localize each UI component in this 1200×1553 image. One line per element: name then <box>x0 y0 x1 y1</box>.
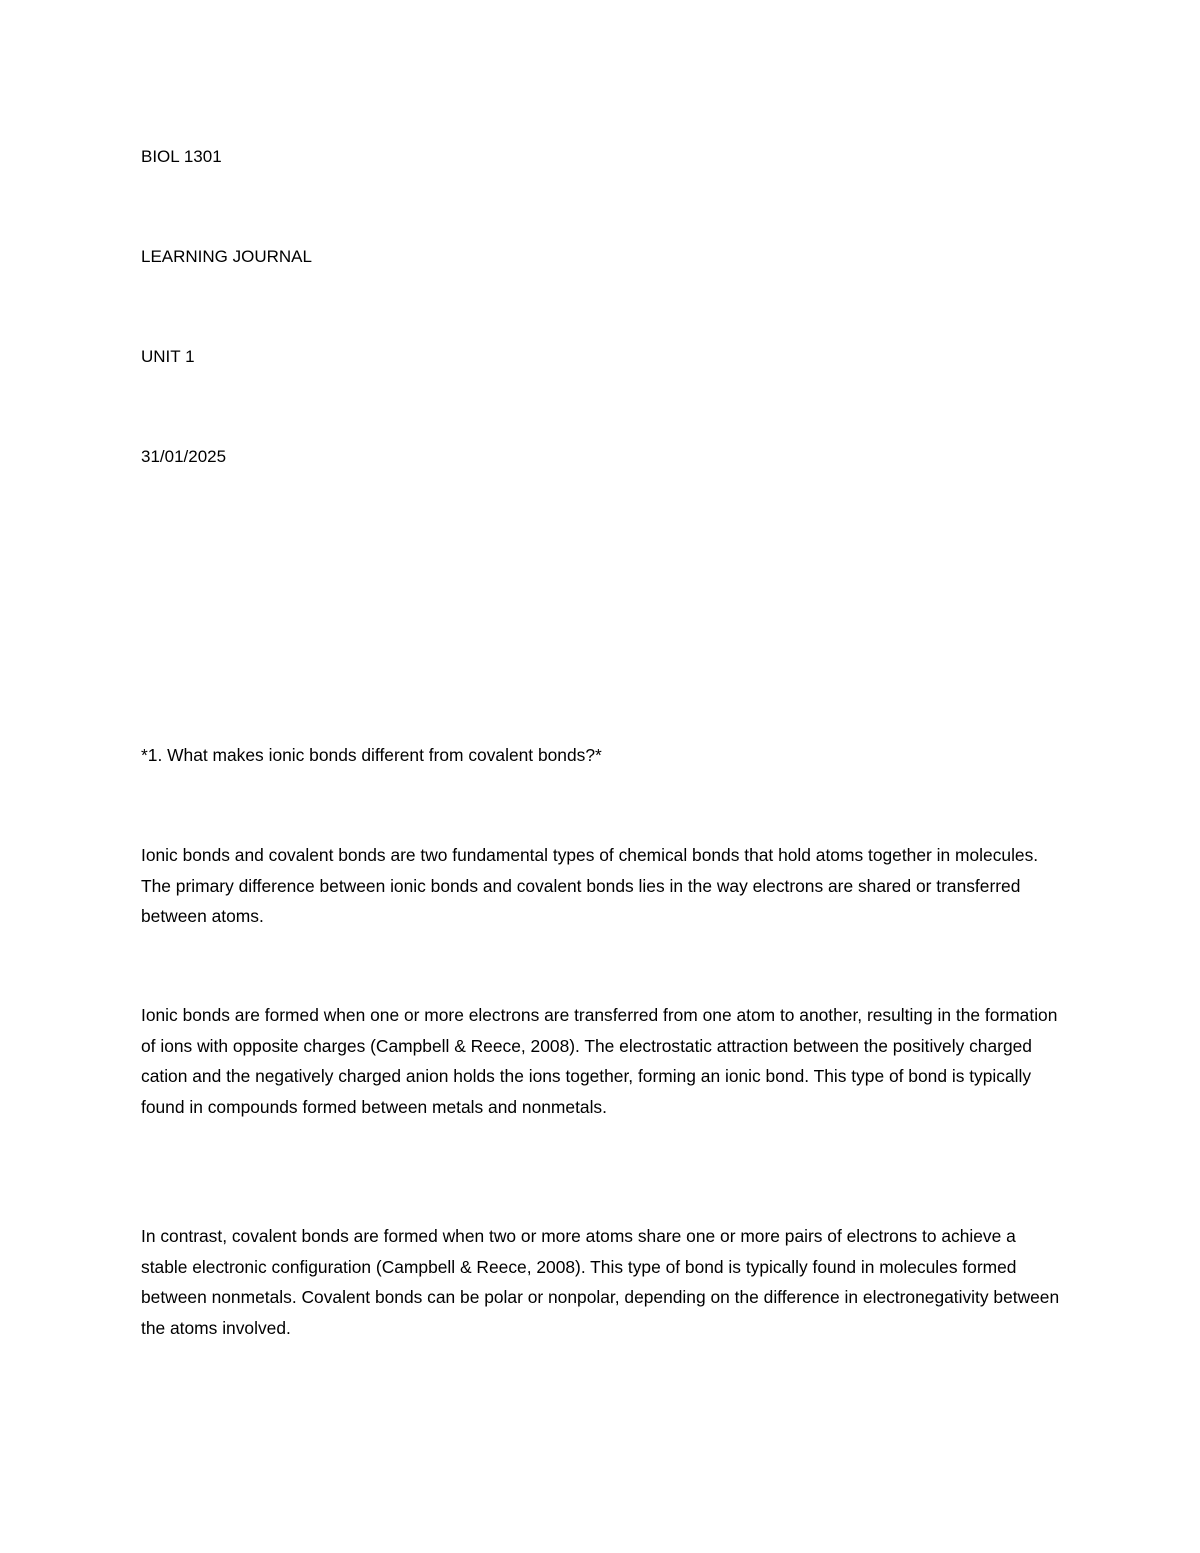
question-heading: *1. What makes ionic bonds different from covalent bonds?* <box>141 745 602 765</box>
unit-label: UNIT 1 <box>141 347 195 366</box>
paragraph-covalent-bonds: In contrast, covalent bonds are formed when two or more atoms share one or more pairs of electrons to achieve a stable electronic configuration (Campbell & Reece, 2008). This type of bond is typically found in molecules formed between nonmetals. Covalent bonds can be polar or nonpolar, depending on the difference in electronegativity between the atoms involved. <box>141 1226 1060 1338</box>
paragraph-intro: Ionic bonds and covalent bonds are two fundamental types of chemical bonds that hold atoms together in molecules. The primary difference between ionic bonds and covalent bonds lies in the way electrons are shared or transferred between atoms. <box>141 845 1039 926</box>
course-code: BIOL 1301 <box>141 147 222 166</box>
paragraph-ionic-bonds: Ionic bonds are formed when one or more electrons are transferred from one atom to another, resulting in the formation of ions with opposite charges (Campbell & Reece, 2008). The electrostatic attraction between the positively charged cation and the negatively charged anion holds the ions together, forming an ionic bond. This type of bond is typically found in compounds formed between metals and nonmetals. <box>141 1005 1058 1117</box>
date: 31/01/2025 <box>141 447 227 466</box>
document-title: LEARNING JOURNAL <box>141 247 312 266</box>
